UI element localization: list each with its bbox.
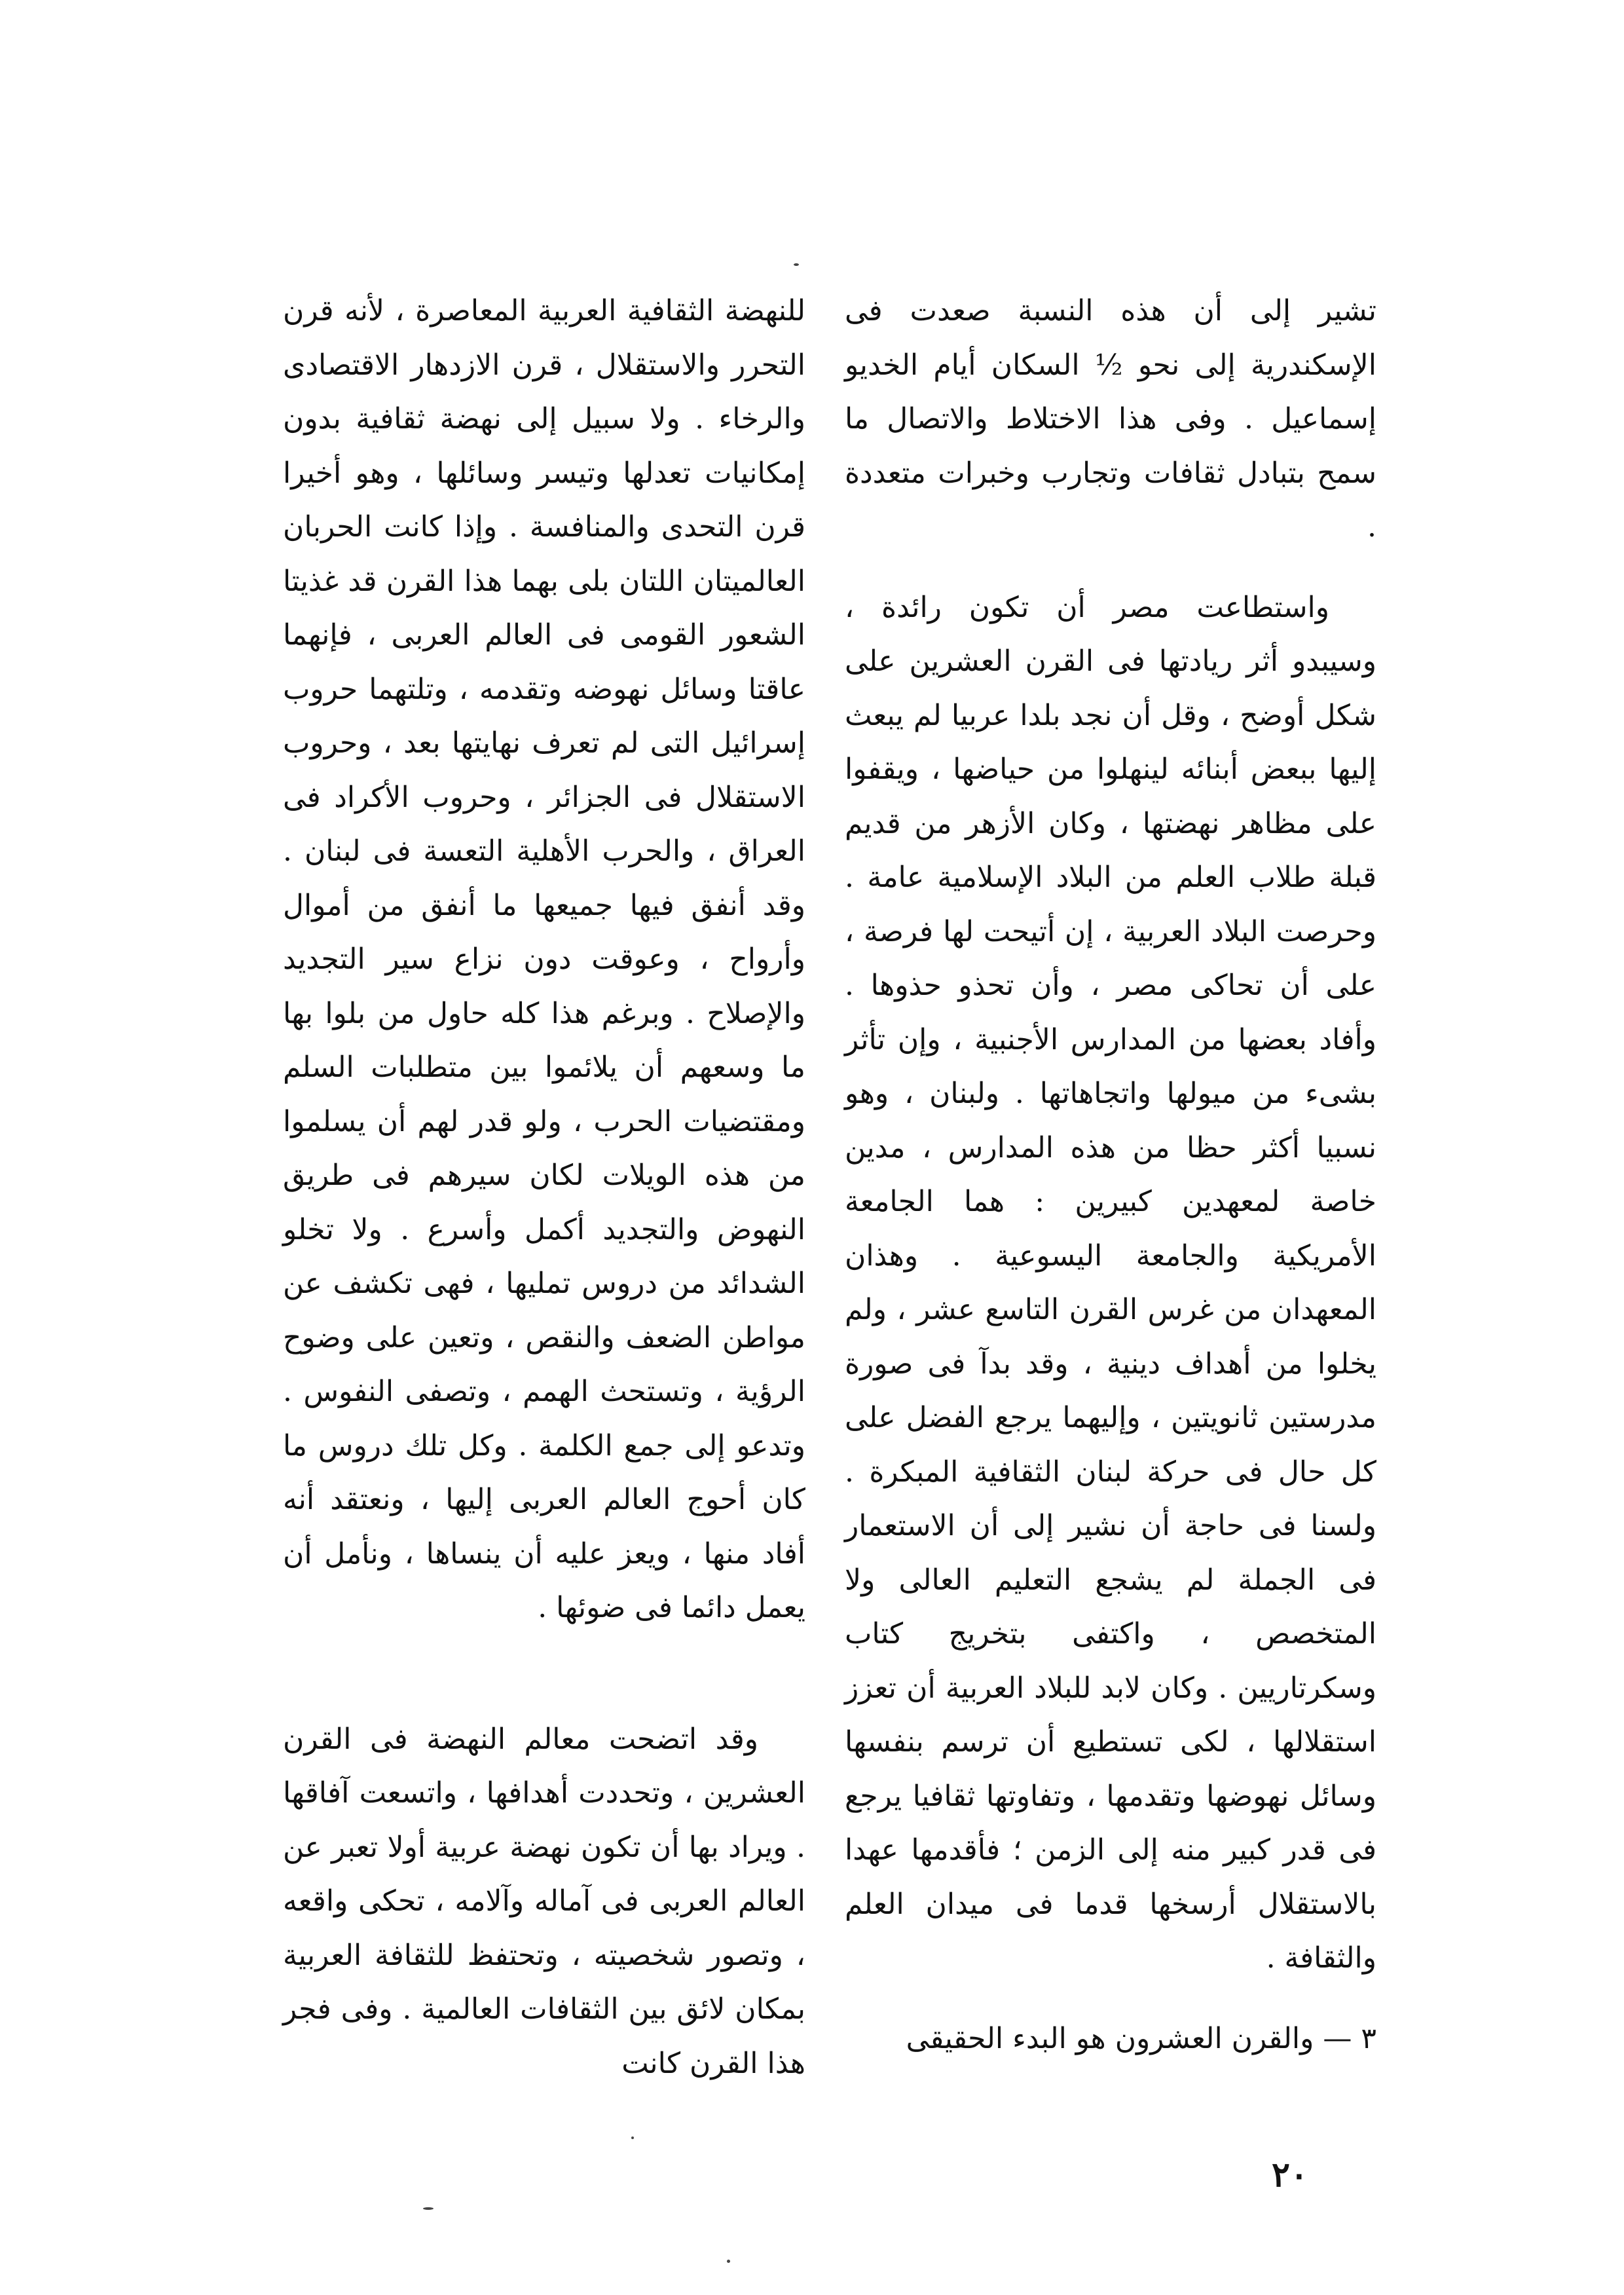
scan-speck bbox=[794, 263, 799, 266]
scan-speck bbox=[423, 2207, 434, 2210]
left-column-paragraph-1: للنهضة الثقافية العربية المعاصرة ، لأنه قرن التحرر والاستقلال ، قرن الازدهار الاقتصادى والرخاء . ولا سبيل إلى نهضة ثقافية بدون إمكانيات تعدلها وتيسر وسائلها ، وهو أخيرا قرن التحدى والمنافسة . وإذا كانت الحربان العالميتان اللتان بلى بهما هذا القرن قد غذيتا الشعور القومى فى العالم العربى ، فإنهما عاقتا وسائل نهوضه وتقدمه ، وتلتهما حروب إسرائيل التى لم تعرف نهايتها بعد ، وحروب الاستقلال فى الجزائر ، وحروب الأكراد فى العراق ، والحرب الأهلية التعسة فى لبنان . وقد أنفق فيها جميعها ما أنفق من أموال وأرواح ، وعوقت دون نزاع سير التجديد والإصلاح . وبرغم هذا كله حاول من بلوا بها ما وسعهم أن يلائموا بين متطلبات السلم ومقتضيات الحرب ، ولو قدر لهم أن يسلموا من هذه الويلات لكان سيرهم فى طريق النهوض والتجديد أكمل وأسرع . ولا تخلو الشدائد من دروس تمليها ، فهى تكشف عن مواطن الضعف والنقص ، وتعين على وضوح الرؤية ، وتستحث الهمم ، وتصفى النفوس . وتدعو إلى جمع الكلمة . وكل تلك دروس ما كان أحوج العالم العربى إليها ، ونعتقد أنه أفاد منها ، ويعز عليه أن ينساها ، ونأمل أن يعمل دائما فى ضوئها . bbox=[283, 294, 805, 1624]
scan-speck bbox=[631, 2136, 634, 2139]
left-column bbox=[283, 284, 805, 2091]
right-column-paragraph-2: واستطاعت مصر أن تكون رائدة ، وسيبدو أثر ريادتها فى القرن العشرين على شكل أوضح ، وقل أن نجد بلدا عربيا لم يبعث إليها ببعض أبنائه لينهلوا من حياضها ، ويقفوا على مظاهر نهضتها ، وكان الأزهر من قديم قبلة طلاب العلم من البلاد الإسلامية عامة . وحرصت البلاد العربية ، إن أتيحت لها فرصة ، على أن تحاكى مصر ، وأن تحذو حذوها . وأفاد بعضها من المدارس الأجنبية ، وإن تأثر بشىء من ميولها واتجاهاتها . ولبنان ، وهو نسبيا أكثر حظا من هذه المدارس ، مدين خاصة لمعهدين كبيرين : هما الجامعة الأمريكية والجامعة اليسوعية . وهذان المعهدان من غرس القرن التاسع عشر ، ولم يخلوا من أهداف دينية ، وقد بدآ فى صورة مدرستين ثانويتين ، وإليهما يرجع الفضل على كل حال فى حركة لبنان الثقافية المبكرة . ولسنا فى حاجة أن نشير إلى أن الاستعمار فى الجملة لم يشجع التعليم العالى ولا المتخصص ، واكتفى بتخريج كتاب وسكرتاريين . وكان لابد للبلاد العربية أن تعزز استقلالها ، لكى تستطيع أن ترسم بنفسها وسائل نهوضها وتقدمها ، وتفاوتها ثقافيا يرجع فى قدر كبير منه إلى الزمن ؛ فأقدمها عهدا بالاستقلال أرسخها قدما فى ميدان العلم والثقافة . bbox=[845, 590, 1376, 1975]
paragraph-gap bbox=[283, 1635, 805, 1713]
scan-speck bbox=[727, 2260, 730, 2263]
paragraph-gap bbox=[845, 1986, 1376, 2012]
right-column-paragraph-1: تشير إلى أن هذه النسبة صعدت فى الإسكندرية إلى نحو ½ السكان أيام الخديو إسماعيل . وفى هذا الاختلاط والاتصال ما سمح بتبادل ثقافات وتجارب وخبرات متعددة . bbox=[845, 294, 1376, 544]
section-3-heading-line: ٣ — والقرن العشرون هو البدء الحقيقى bbox=[906, 2021, 1376, 2055]
right-column bbox=[845, 284, 1376, 2066]
page-number: ٢٠ bbox=[1272, 2155, 1308, 2195]
left-column-paragraph-2: وقد اتضحت معالم النهضة فى القرن العشرين ، وتحددت أهدافها ، واتسعت آفاقها . ويراد بها أن تكون نهضة عربية أولا تعبر عن العالم العربى فى آماله وآلامه ، تحكى واقعه ، وتصور شخصيته ، وتحتفظ للثقافة العربية بمكان لائق بين الثقافات العالمية . وفى فجر هذا القرن كانت bbox=[283, 1722, 805, 2080]
paragraph-gap bbox=[845, 555, 1376, 581]
